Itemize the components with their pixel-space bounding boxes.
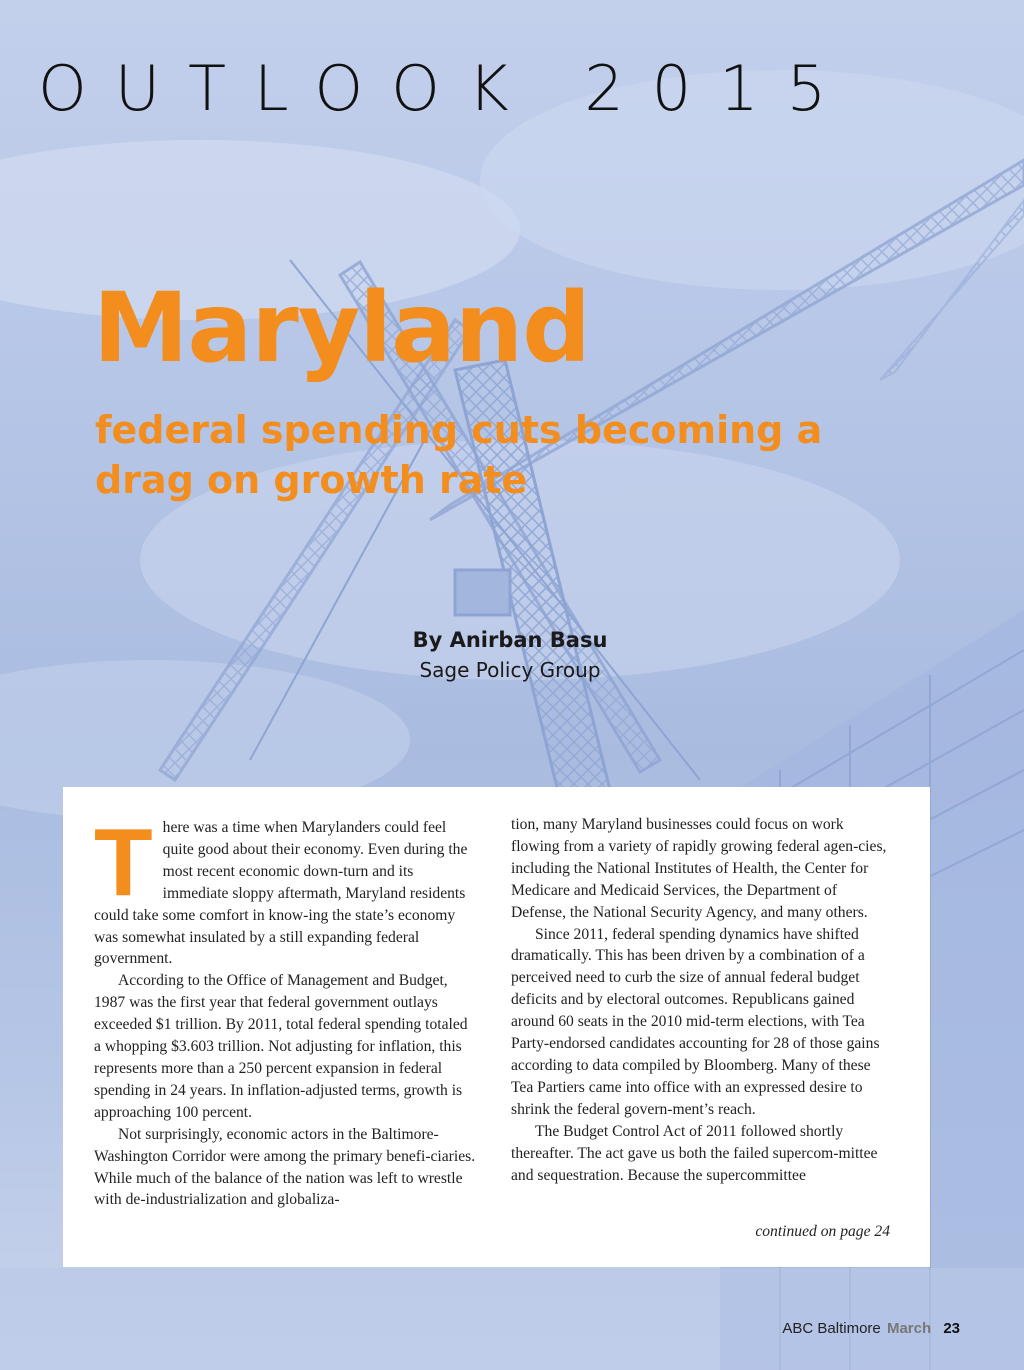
headline: Maryland xyxy=(93,272,590,384)
byline-organization: Sage Policy Group xyxy=(419,658,601,682)
paragraph: The Budget Control Act of 2011 followed shortly thereafter. The act gave us both the failed supercom-mittee and sequestration. Because the supercommittee xyxy=(511,1122,878,1184)
left-column xyxy=(94,809,478,1211)
section-title: OUTLOOK 2015 xyxy=(38,52,855,125)
page-number: 23 xyxy=(943,1320,960,1337)
byline-author: By Anirban Basu xyxy=(412,628,608,652)
continued-note: continued on page 24 xyxy=(755,1223,890,1240)
drop-cap: T xyxy=(94,809,153,916)
page-footer xyxy=(782,1320,960,1337)
paragraph: Since 2011, federal spending dynamics have shifted dramatically. This has been driven by a combination of a perceived need to curb the size of annual federal budget deficits and by electoral outcomes. Republicans gained around 60 seats in the 2010 mid-term elections, with Tea Party-endorsed candidates accounting for 28 of those gains according to data compiled by Bloomberg. Many of these Tea Partiers came into office with an expressed desire to shrink the federal govern-ment’s reach. xyxy=(511,925,880,1118)
paragraph: According to the Office of Management and Budget, 1987 was the first year that federal government outlays exceeded $1 trillion. By 2011, total federal spending totaled a whopping $3.603 trillion. Not adjusting for inflation, this represents more than a 250 percent expansion in federal spending in 24 years. In inflation-adjusted terms, growth is approaching 100 percent. xyxy=(94,972,468,1121)
article-body xyxy=(63,787,930,1267)
paragraph: tion, many Maryland businesses could focus on work flowing from a variety of rapidly growing federal agen-cies, including the National Institutes of Health, the Center for Medicare and Medicaid Services, the Department of Defense, the National Security Agency, and many others. xyxy=(511,816,887,921)
issue-month: March xyxy=(886,1320,932,1337)
subhead: federal spending cuts becoming a drag on growth rate xyxy=(95,408,823,502)
publication-name: ABC Baltimore xyxy=(782,1320,881,1337)
byline xyxy=(360,628,660,682)
paragraph: There was a time when Marylanders could feel quite good about their economy. Even during the most recent economic down-turn and its immediate sloppy aftermath, Maryland residents could take some comfort in know-ing the state’s economy was somewhat insulated by a still expanding federal government. xyxy=(94,809,468,968)
paragraph: Not surprisingly, economic actors in the Baltimore-Washington Corridor were among the primary benefi-ciaries. While much of the balance of the nation was left to wrestle with de-industrialization and globaliza- xyxy=(94,1125,476,1209)
right-column xyxy=(511,814,895,1186)
